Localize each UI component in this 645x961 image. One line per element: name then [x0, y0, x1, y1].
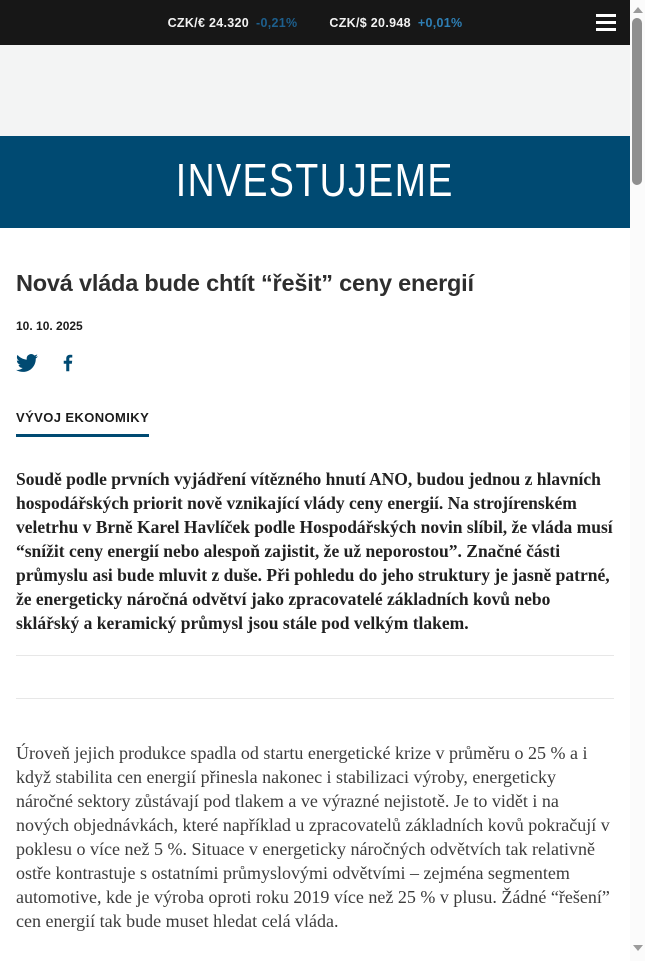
article-content — [0, 228, 630, 933]
twitter-icon — [16, 352, 38, 374]
hamburger-icon — [596, 28, 616, 31]
divider — [16, 698, 614, 699]
facebook-share-button[interactable] — [57, 351, 81, 375]
scrollbar-down-arrow-icon[interactable] — [633, 945, 643, 951]
rate-eur-value: CZK/€ 24.320 — [167, 15, 250, 30]
ad-placeholder-top — [0, 45, 630, 136]
rate-usd-change: +0,01% — [417, 15, 463, 30]
currency-rates — [168, 16, 463, 30]
rate-eur — [168, 16, 298, 30]
facebook-icon — [57, 352, 79, 374]
scrollbar-up-arrow-icon[interactable] — [633, 7, 643, 13]
category-tag[interactable]: VÝVOJ EKONOMIKY — [16, 410, 149, 437]
scrollbar-thumb[interactable] — [632, 18, 642, 185]
article-body-paragraph: Úroveň jejich produkce spadla od startu energetické krize v průměru o 25 % a i když stabilita cen energií přinesla nakonec i stabilizaci výroby, energeticky náročné sektory zůstávají pod tlakem a ve výrazné nejistotě. Je to vidět i na nových objednávkách, které například u zpracovatelů základních kovů pokračují v poklesu o více než 5 %. Situace v energeticky náročných odvětvích tak relativně ostře kontrastuje s ostatními průmyslovými odvětvími – zejména segmentem automotive, kde je výroba oproti roku 2019 více než 25 % v plusu. Žádné “řešení” cen energií tak bude muset hledat celá vláda. — [16, 743, 610, 931]
article-date: 10. 10. 2025 — [16, 319, 83, 333]
share-row — [16, 351, 614, 375]
article-title: Nová vláda bude chtít “řešit” ceny energií — [16, 270, 474, 296]
rate-usd-value: CZK/$ 20.948 — [329, 15, 411, 30]
article-lead-paragraph: Soudě podle prvních vyjádření vítězného hnutí ANO, budou jednou z hlavních hospodářských priorit nově vznikající vlády ceny energií. Na strojírenském veletrhu v Brně Karel Havlíček podle Hospodářských novin slíbil, že vláda musí “snížit ceny energií nebo alespoň zajistit, že už neporostou”. Značné části průmyslu asi bude mluvit z duše. Při pohledu do jeho struktury je jasně patrné, že energeticky náročná odvětví jako zpracovatelé základních kovů nebo sklářský a keramický průmysl jsou stále pod velkým tlakem. — [16, 469, 613, 633]
hamburger-icon — [596, 14, 616, 17]
hamburger-icon — [596, 21, 616, 24]
currency-ticker-bar — [0, 0, 630, 45]
masthead — [0, 136, 630, 228]
rate-usd — [329, 16, 462, 30]
twitter-share-button[interactable] — [16, 351, 40, 375]
hamburger-menu-button[interactable] — [596, 11, 618, 33]
ad-placeholder-inline — [16, 656, 614, 698]
scrollbar-track[interactable] — [630, 0, 645, 961]
site-logo[interactable]: INVESTUJEME — [176, 156, 454, 207]
rate-eur-change: -0,21% — [256, 15, 298, 30]
